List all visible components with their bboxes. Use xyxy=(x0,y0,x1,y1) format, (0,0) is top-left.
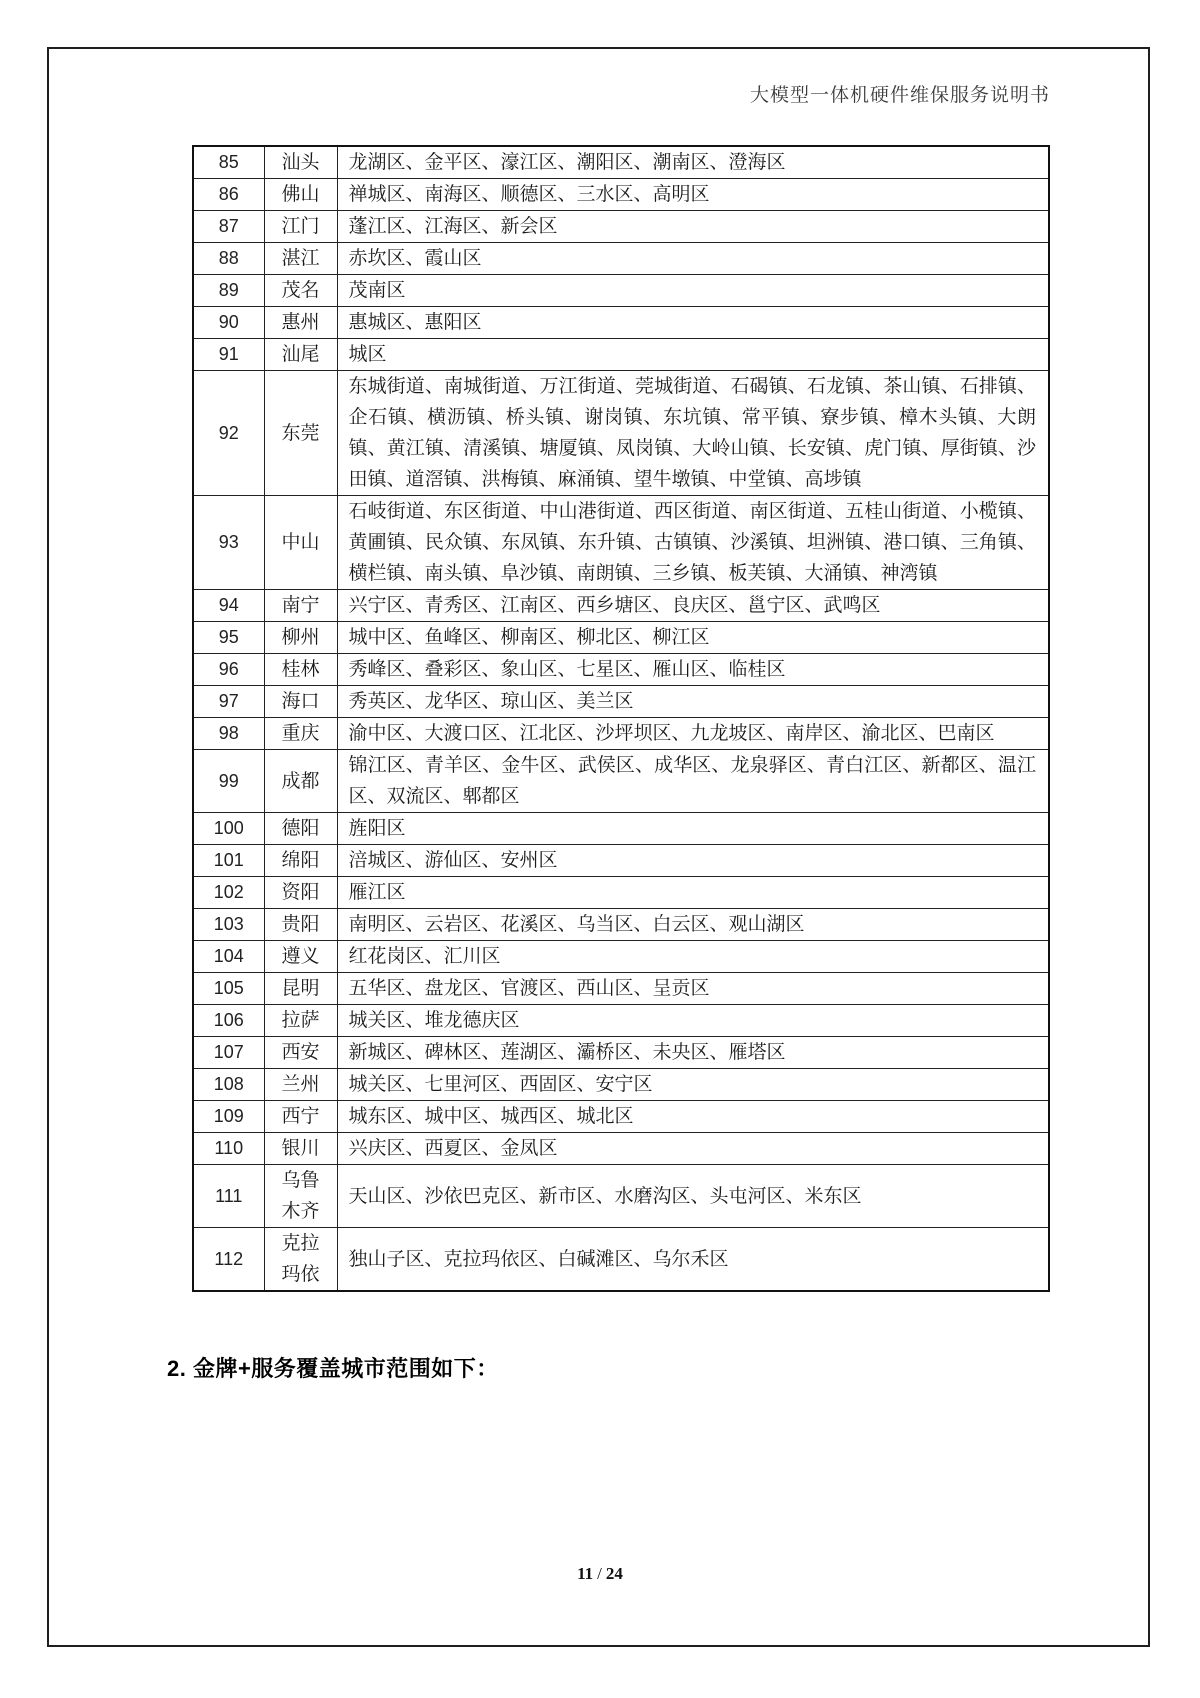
cell-city: 拉萨 xyxy=(264,1005,337,1037)
cell-no: 99 xyxy=(193,750,264,813)
cell-districts: 龙湖区、金平区、濠江区、潮阳区、潮南区、澄海区 xyxy=(337,146,1049,179)
cell-districts: 城关区、七里河区、西固区、安宁区 xyxy=(337,1069,1049,1101)
table-row xyxy=(193,973,1049,1005)
table-row xyxy=(193,1133,1049,1165)
cell-districts: 城东区、城中区、城西区、城北区 xyxy=(337,1101,1049,1133)
cell-city: 海口 xyxy=(264,686,337,718)
cell-no: 104 xyxy=(193,941,264,973)
table-row xyxy=(193,496,1049,590)
cell-districts: 石岐街道、东区街道、中山港街道、西区街道、南区街道、五桂山街道、小榄镇、黄圃镇、民众镇、东凤镇、东升镇、古镇镇、沙溪镇、坦洲镇、港口镇、三角镇、横栏镇、南头镇、阜沙镇、南朗镇、三乡镇、板芙镇、大涌镇、神湾镇 xyxy=(337,496,1049,590)
table-row xyxy=(193,1037,1049,1069)
cell-city: 桂林 xyxy=(264,654,337,686)
cell-no: 90 xyxy=(193,307,264,339)
cell-districts: 旌阳区 xyxy=(337,813,1049,845)
page-number-current: 11 xyxy=(577,1564,594,1583)
cell-city: 东莞 xyxy=(264,371,337,496)
cell-districts: 涪城区、游仙区、安州区 xyxy=(337,845,1049,877)
cell-city: 汕头 xyxy=(264,146,337,179)
cell-no: 111 xyxy=(193,1165,264,1228)
cell-districts: 东城街道、南城街道、万江街道、莞城街道、石碣镇、石龙镇、茶山镇、石排镇、企石镇、横沥镇、桥头镇、谢岗镇、东坑镇、常平镇、寮步镇、樟木头镇、大朗镇、黄江镇、清溪镇、塘厦镇、凤岗镇、大岭山镇、长安镇、虎门镇、厚街镇、沙田镇、道滘镇、洪梅镇、麻涌镇、望牛墩镇、中堂镇、高埗镇 xyxy=(337,371,1049,496)
cell-no: 93 xyxy=(193,496,264,590)
cell-city: 资阳 xyxy=(264,877,337,909)
cell-districts: 茂南区 xyxy=(337,275,1049,307)
cell-districts: 锦江区、青羊区、金牛区、武侯区、成华区、龙泉驿区、青白江区、新都区、温江区、双流区、郫都区 xyxy=(337,750,1049,813)
cell-districts: 惠城区、惠阳区 xyxy=(337,307,1049,339)
page-footer xyxy=(0,1564,1200,1584)
table-row xyxy=(193,1101,1049,1133)
cell-city: 乌鲁木齐 xyxy=(264,1165,337,1228)
table-row xyxy=(193,909,1049,941)
city-districts-table-body xyxy=(193,146,1049,1291)
table-row xyxy=(193,339,1049,371)
table-row xyxy=(193,813,1049,845)
cell-city: 绵阳 xyxy=(264,845,337,877)
cell-city: 昆明 xyxy=(264,973,337,1005)
cell-no: 109 xyxy=(193,1101,264,1133)
cell-no: 91 xyxy=(193,339,264,371)
cell-districts: 南明区、云岩区、花溪区、乌当区、白云区、观山湖区 xyxy=(337,909,1049,941)
table-row xyxy=(193,1165,1049,1228)
cell-no: 107 xyxy=(193,1037,264,1069)
cell-city: 江门 xyxy=(264,211,337,243)
cell-districts: 红花岗区、汇川区 xyxy=(337,941,1049,973)
section-heading: 2. 金牌+服务覆盖城市范围如下： xyxy=(167,1356,499,1381)
cell-no: 96 xyxy=(193,654,264,686)
cell-districts: 新城区、碑林区、莲湖区、灞桥区、未央区、雁塔区 xyxy=(337,1037,1049,1069)
cell-no: 103 xyxy=(193,909,264,941)
table-row xyxy=(193,877,1049,909)
cell-districts: 城区 xyxy=(337,339,1049,371)
cell-no: 88 xyxy=(193,243,264,275)
cell-city: 克拉玛依 xyxy=(264,1228,337,1292)
cell-city: 重庆 xyxy=(264,718,337,750)
cell-city: 南宁 xyxy=(264,590,337,622)
cell-districts: 雁江区 xyxy=(337,877,1049,909)
cell-city: 湛江 xyxy=(264,243,337,275)
table-row xyxy=(193,179,1049,211)
table-row xyxy=(193,146,1049,179)
cell-districts: 禅城区、南海区、顺德区、三水区、高明区 xyxy=(337,179,1049,211)
table-row xyxy=(193,1228,1049,1292)
cell-city: 遵义 xyxy=(264,941,337,973)
cell-no: 85 xyxy=(193,146,264,179)
cell-districts: 城中区、鱼峰区、柳南区、柳北区、柳江区 xyxy=(337,622,1049,654)
cell-city: 柳州 xyxy=(264,622,337,654)
cell-districts: 五华区、盘龙区、官渡区、西山区、呈贡区 xyxy=(337,973,1049,1005)
table-row xyxy=(193,275,1049,307)
cell-districts: 独山子区、克拉玛依区、白碱滩区、乌尔禾区 xyxy=(337,1228,1049,1292)
cell-no: 105 xyxy=(193,973,264,1005)
table-row xyxy=(193,718,1049,750)
cell-city: 茂名 xyxy=(264,275,337,307)
table-row xyxy=(193,307,1049,339)
table-row xyxy=(193,622,1049,654)
table-row xyxy=(193,371,1049,496)
cell-no: 112 xyxy=(193,1228,264,1292)
cell-districts: 兴宁区、青秀区、江南区、西乡塘区、良庆区、邕宁区、武鸣区 xyxy=(337,590,1049,622)
cell-city: 惠州 xyxy=(264,307,337,339)
cell-districts: 城关区、堆龙德庆区 xyxy=(337,1005,1049,1037)
cell-districts: 赤坎区、霞山区 xyxy=(337,243,1049,275)
cell-no: 98 xyxy=(193,718,264,750)
table-row xyxy=(193,590,1049,622)
table-row xyxy=(193,941,1049,973)
cell-districts: 兴庆区、西夏区、金凤区 xyxy=(337,1133,1049,1165)
table-row xyxy=(193,654,1049,686)
cell-city: 成都 xyxy=(264,750,337,813)
cell-no: 94 xyxy=(193,590,264,622)
table-row xyxy=(193,1005,1049,1037)
cell-no: 87 xyxy=(193,211,264,243)
cell-no: 102 xyxy=(193,877,264,909)
cell-no: 95 xyxy=(193,622,264,654)
table-row xyxy=(193,1069,1049,1101)
document-header-title: 大模型一体机硬件维保服务说明书 xyxy=(749,85,1050,106)
cell-no: 89 xyxy=(193,275,264,307)
cell-city: 汕尾 xyxy=(264,339,337,371)
cell-districts: 天山区、沙依巴克区、新市区、水磨沟区、头屯河区、米东区 xyxy=(337,1165,1049,1228)
cell-city: 银川 xyxy=(264,1133,337,1165)
table-row xyxy=(193,750,1049,813)
cell-districts: 渝中区、大渡口区、江北区、沙坪坝区、九龙坡区、南岸区、渝北区、巴南区 xyxy=(337,718,1049,750)
page-number-separator: / xyxy=(597,1564,602,1583)
cell-city: 佛山 xyxy=(264,179,337,211)
cell-city: 西宁 xyxy=(264,1101,337,1133)
cell-no: 101 xyxy=(193,845,264,877)
cell-no: 92 xyxy=(193,371,264,496)
cell-city: 兰州 xyxy=(264,1069,337,1101)
cell-no: 108 xyxy=(193,1069,264,1101)
cell-city: 贵阳 xyxy=(264,909,337,941)
cell-districts: 秀英区、龙华区、琼山区、美兰区 xyxy=(337,686,1049,718)
city-districts-table xyxy=(192,145,1050,1292)
cell-no: 100 xyxy=(193,813,264,845)
table-row xyxy=(193,211,1049,243)
table-row xyxy=(193,243,1049,275)
page-number-total: 24 xyxy=(605,1564,623,1583)
table-row xyxy=(193,845,1049,877)
cell-districts: 蓬江区、江海区、新会区 xyxy=(337,211,1049,243)
table-row xyxy=(193,686,1049,718)
cell-city: 德阳 xyxy=(264,813,337,845)
cell-no: 106 xyxy=(193,1005,264,1037)
cell-no: 97 xyxy=(193,686,264,718)
cell-no: 86 xyxy=(193,179,264,211)
cell-districts: 秀峰区、叠彩区、象山区、七星区、雁山区、临桂区 xyxy=(337,654,1049,686)
cell-city: 中山 xyxy=(264,496,337,590)
cell-city: 西安 xyxy=(264,1037,337,1069)
cell-no: 110 xyxy=(193,1133,264,1165)
